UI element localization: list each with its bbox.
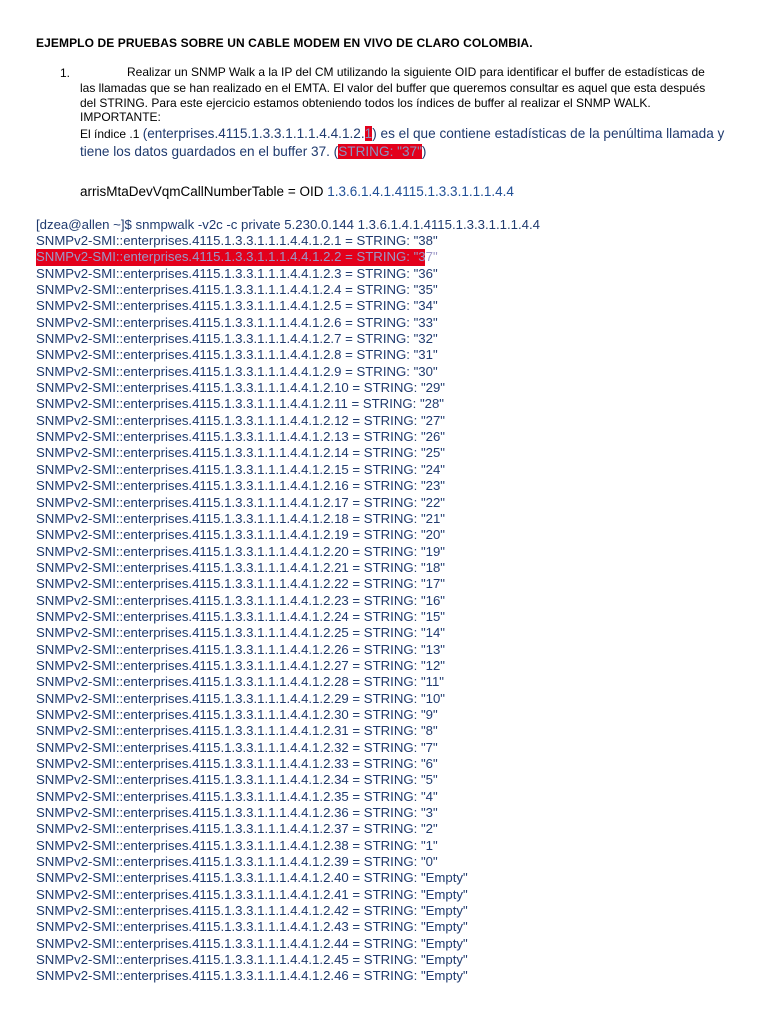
snmp-output-row: SNMPv2-SMI::enterprises.4115.1.3.3.1.1.1.4.4.1.2.15 = STRING: "24"	[36, 461, 445, 477]
snmp-output-row: SNMPv2-SMI::enterprises.4115.1.3.3.1.1.1.4.4.1.2.45 = STRING: "Empty"	[36, 952, 468, 968]
snmp-output-row: SNMPv2-SMI::enterprises.4115.1.3.3.1.1.1.4.4.1.2.34 = STRING: "5"	[36, 772, 438, 788]
document-title: EJEMPLO DE PRUEBAS SOBRE UN CABLE MODEM EN VIVO DE CLARO COLOMBIA.	[36, 36, 533, 50]
snmp-output-row: SNMPv2-SMI::enterprises.4115.1.3.3.1.1.1.4.4.1.2.10 = STRING: "29"	[36, 380, 445, 396]
snmp-output-row: SNMPv2-SMI::enterprises.4115.1.3.3.1.1.1.4.4.1.2.12 = STRING: "27"	[36, 412, 445, 428]
snmp-output-row: SNMPv2-SMI::enterprises.4115.1.3.3.1.1.1.4.4.1.2.29 = STRING: "10"	[36, 690, 445, 706]
snmp-output-row: SNMPv2-SMI::enterprises.4115.1.3.3.1.1.1.4.4.1.2.24 = STRING: "15"	[36, 608, 445, 624]
snmp-output-row: SNMPv2-SMI::enterprises.4115.1.3.3.1.1.1.4.4.1.2.46 = STRING: "Empty"	[36, 968, 468, 984]
snmp-output-row: SNMPv2-SMI::enterprises.4115.1.3.3.1.1.1.4.4.1.2.4 = STRING: "35"	[36, 282, 438, 298]
important-note	[80, 125, 740, 161]
snmp-output-row: SNMPv2-SMI::enterprises.4115.1.3.3.1.1.1.4.4.1.2.22 = STRING: "17"	[36, 576, 445, 592]
snmp-output-row: SNMPv2-SMI::enterprises.4115.1.3.3.1.1.1.4.4.1.2.32 = STRING: "7"	[36, 739, 438, 755]
snmp-output-row: SNMPv2-SMI::enterprises.4115.1.3.3.1.1.1.4.4.1.2.8 = STRING: "31"	[36, 347, 438, 363]
snmp-output-row: SNMPv2-SMI::enterprises.4115.1.3.3.1.1.1.4.4.1.2.5 = STRING: "34"	[36, 298, 438, 314]
oid-value: 1.3.6.1.4.1.4115.1.3.3.1.1.1.4.4	[327, 184, 514, 199]
snmp-output-list	[36, 233, 736, 985]
snmp-output-row-highlighted: SNMPv2-SMI::enterprises.4115.1.3.3.1.1.1.4.4.1.2.2 = STRING: "37"	[36, 249, 438, 265]
snmp-output-row: SNMPv2-SMI::enterprises.4115.1.3.3.1.1.1.4.4.1.2.18 = STRING: "21"	[36, 510, 445, 526]
snmp-output-row: SNMPv2-SMI::enterprises.4115.1.3.3.1.1.1.4.4.1.2.1 = STRING: "38"	[36, 233, 438, 248]
snmp-output-row: SNMPv2-SMI::enterprises.4115.1.3.3.1.1.1.4.4.1.2.30 = STRING: "9"	[36, 706, 438, 722]
note-oid-index-highlight: 1	[364, 126, 373, 141]
snmp-output-row: SNMPv2-SMI::enterprises.4115.1.3.3.1.1.1.4.4.1.2.31 = STRING: "8"	[36, 723, 438, 739]
note-string-highlight: STRING: "37"	[338, 144, 422, 159]
snmp-output-row: SNMPv2-SMI::enterprises.4115.1.3.3.1.1.1.4.4.1.2.39 = STRING: "0"	[36, 854, 438, 870]
oid-label: arrisMtaDevVqmCallNumberTable = OID	[80, 184, 328, 199]
snmp-output-row: SNMPv2-SMI::enterprises.4115.1.3.3.1.1.1.4.4.1.2.43 = STRING: "Empty"	[36, 919, 468, 935]
snmp-output-row: SNMPv2-SMI::enterprises.4115.1.3.3.1.1.1.4.4.1.2.21 = STRING: "18"	[36, 559, 445, 575]
snmp-output-row: SNMPv2-SMI::enterprises.4115.1.3.3.1.1.1.4.4.1.2.25 = STRING: "14"	[36, 625, 445, 641]
snmp-output-row: SNMPv2-SMI::enterprises.4115.1.3.3.1.1.1.4.4.1.2.28 = STRING: "11"	[36, 674, 444, 690]
list-item-number: 1.	[60, 66, 71, 80]
snmp-output-row: SNMPv2-SMI::enterprises.4115.1.3.3.1.1.1.4.4.1.2.38 = STRING: "1"	[36, 837, 438, 853]
note-prefix: El índice .1	[80, 127, 143, 141]
snmp-output-row: SNMPv2-SMI::enterprises.4115.1.3.3.1.1.1.4.4.1.2.36 = STRING: "3"	[36, 805, 438, 821]
snmp-output-row: SNMPv2-SMI::enterprises.4115.1.3.3.1.1.1.4.4.1.2.7 = STRING: "32"	[36, 331, 438, 347]
snmp-output-row: SNMPv2-SMI::enterprises.4115.1.3.3.1.1.1.4.4.1.2.16 = STRING: "23"	[36, 478, 445, 494]
list-item-text: Realizar un SNMP Walk a la IP del CM utilizando la siguiente OID para identificar el buffer de estadísticas de las llamadas que se han realizado en el EMTA. El valor del buffer que queremos consultar es aquel que esta después del STRING. Para este ejercicio estamos obteniendo todos los índices de buffer al realizar el SNMP WALK.	[80, 65, 706, 110]
note-close: )	[421, 144, 427, 159]
snmp-output-row: SNMPv2-SMI::enterprises.4115.1.3.3.1.1.1.4.4.1.2.14 = STRING: "25"	[36, 445, 445, 461]
snmp-output-row: SNMPv2-SMI::enterprises.4115.1.3.3.1.1.1.4.4.1.2.19 = STRING: "20"	[36, 527, 445, 543]
note-oid: (enterprises.4115.1.3.3.1.1.1.4.4.1.2.	[142, 126, 365, 141]
snmp-output-row: SNMPv2-SMI::enterprises.4115.1.3.3.1.1.1.4.4.1.2.44 = STRING: "Empty"	[36, 935, 468, 951]
note-middle: ) es el que contiene estadísticas de la penúltima llamada y tiene los datos guardados en el buffer 37. (	[80, 126, 725, 159]
snmp-output-row: SNMPv2-SMI::enterprises.4115.1.3.3.1.1.1.4.4.1.2.20 = STRING: "19"	[36, 543, 445, 559]
important-label: IMPORTANTE:	[80, 110, 161, 124]
oid-definition	[80, 184, 514, 199]
snmp-output-row: SNMPv2-SMI::enterprises.4115.1.3.3.1.1.1.4.4.1.2.17 = STRING: "22"	[36, 494, 445, 510]
snmp-output-row: SNMPv2-SMI::enterprises.4115.1.3.3.1.1.1.4.4.1.2.6 = STRING: "33"	[36, 314, 438, 330]
snmp-output-row: SNMPv2-SMI::enterprises.4115.1.3.3.1.1.1.4.4.1.2.41 = STRING: "Empty"	[36, 886, 468, 902]
snmp-output-row: SNMPv2-SMI::enterprises.4115.1.3.3.1.1.1.4.4.1.2.35 = STRING: "4"	[36, 788, 438, 804]
snmp-output-row: SNMPv2-SMI::enterprises.4115.1.3.3.1.1.1.4.4.1.2.42 = STRING: "Empty"	[36, 903, 468, 919]
snmp-output-row: SNMPv2-SMI::enterprises.4115.1.3.3.1.1.1.4.4.1.2.9 = STRING: "30"	[36, 363, 438, 379]
snmpwalk-command: [dzea@allen ~]$ snmpwalk -v2c -c private 5.230.0.144 1.3.6.1.4.1.4115.1.3.3.1.1.1.4.4	[36, 217, 540, 232]
snmp-output-row: SNMPv2-SMI::enterprises.4115.1.3.3.1.1.1.4.4.1.2.26 = STRING: "13"	[36, 641, 445, 657]
snmp-output-row: SNMPv2-SMI::enterprises.4115.1.3.3.1.1.1.4.4.1.2.37 = STRING: "2"	[36, 821, 438, 837]
snmp-output-row: SNMPv2-SMI::enterprises.4115.1.3.3.1.1.1.4.4.1.2.13 = STRING: "26"	[36, 429, 445, 445]
snmp-output-row: SNMPv2-SMI::enterprises.4115.1.3.3.1.1.1.4.4.1.2.3 = STRING: "36"	[36, 265, 438, 281]
snmp-output-row: SNMPv2-SMI::enterprises.4115.1.3.3.1.1.1.4.4.1.2.27 = STRING: "12"	[36, 657, 445, 673]
snmp-output-row: SNMPv2-SMI::enterprises.4115.1.3.3.1.1.1.4.4.1.2.11 = STRING: "28"	[36, 396, 444, 412]
snmp-output-row: SNMPv2-SMI::enterprises.4115.1.3.3.1.1.1.4.4.1.2.40 = STRING: "Empty"	[36, 870, 468, 886]
snmp-output-row: SNMPv2-SMI::enterprises.4115.1.3.3.1.1.1.4.4.1.2.33 = STRING: "6"	[36, 756, 438, 771]
snmp-output-row: SNMPv2-SMI::enterprises.4115.1.3.3.1.1.1.4.4.1.2.23 = STRING: "16"	[36, 592, 445, 608]
